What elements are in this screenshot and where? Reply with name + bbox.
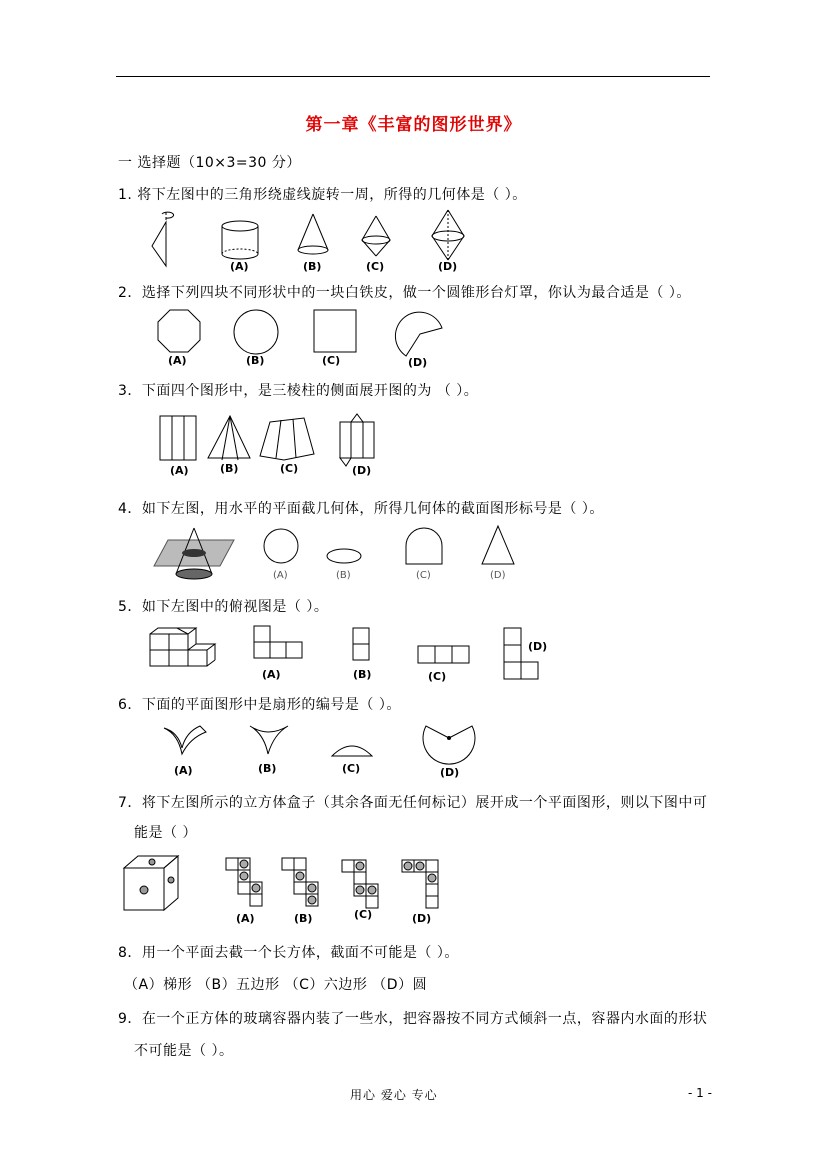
- q3-label-d: (D): [352, 464, 372, 477]
- q5-option-a: [254, 626, 302, 658]
- q7-figures: [122, 852, 452, 932]
- q3-label-c: (C): [280, 462, 299, 475]
- q3-label-b: (B): [220, 462, 239, 475]
- question-6: 6．下面的平面图形中是扇形的编号是（ ）。: [118, 697, 401, 713]
- q6-label-b: (B): [258, 762, 277, 775]
- q1-spindle: [432, 210, 464, 260]
- q7-cube-box: [124, 856, 178, 910]
- q2-label-d: (D): [408, 356, 428, 369]
- q6-svg: [160, 718, 490, 782]
- q5-label-c: (C): [428, 670, 447, 683]
- q4-plane-cone: [154, 528, 234, 579]
- question-2: 2．选择下列四块不同形状中的一块白铁皮，做一个圆锥形台灯罩，你认为最合适是（ ）。: [118, 285, 691, 301]
- q1-rotating-triangle: [152, 212, 174, 266]
- q4-ellipse: [327, 549, 361, 563]
- q4-label-b: (B): [336, 570, 351, 581]
- q7-net-b: [282, 858, 318, 906]
- q6-label-d: (D): [440, 766, 460, 779]
- q5-option-d: [504, 628, 538, 679]
- q4-triangle: [482, 526, 514, 564]
- q3-svg: [156, 414, 396, 478]
- q6-label-a: (A): [174, 764, 193, 777]
- q5-label-b: (B): [353, 668, 372, 681]
- q3-figures: [156, 414, 396, 482]
- q6-sector: [423, 726, 475, 764]
- q7-label-a: (A): [236, 912, 255, 925]
- question-3: 3．下面四个图形中，是三棱柱的侧面展开图的为 （ ）。: [118, 383, 479, 399]
- q4-label-a: (A): [273, 570, 288, 581]
- q2-figures: [156, 306, 456, 374]
- q2-svg: [156, 306, 456, 370]
- q6-shape-a: [164, 726, 206, 754]
- header-rule: [116, 76, 710, 77]
- q7-svg: [122, 852, 452, 928]
- q4-label-c: (C): [416, 570, 431, 581]
- q3-three-rectangles: [160, 416, 196, 460]
- q2-octagon: [158, 310, 200, 352]
- q5-label-d: (D): [528, 640, 548, 653]
- question-8-options: （A）梯形 （B）五边形 （C）六边形 （D）圆: [124, 977, 428, 993]
- q3-frustum-net: [260, 418, 314, 460]
- q2-square: [314, 310, 356, 352]
- q2-label-a: (A): [168, 354, 187, 367]
- q7-net-c: [342, 860, 378, 908]
- q5-figures: [148, 624, 558, 688]
- q4-svg: [154, 526, 524, 586]
- q2-label-b: (B): [246, 354, 265, 367]
- q1-label-b: (B): [303, 260, 322, 273]
- q1-label-d: (D): [438, 260, 458, 273]
- question-8: 8．用一个平面去截一个长方体，截面不可能是（ ）。: [118, 945, 459, 961]
- q6-label-c: (C): [342, 762, 361, 775]
- q2-label-c: (C): [322, 354, 341, 367]
- q5-option-b: [353, 628, 369, 660]
- q1-svg: [148, 208, 478, 274]
- question-9-cont: 不可能是（ ）。: [134, 1043, 234, 1059]
- q6-figures: [160, 718, 490, 786]
- q2-circle: [234, 310, 278, 354]
- q1-figures: [148, 208, 478, 278]
- footer-motto: 用心 爱心 专心: [350, 1088, 438, 1102]
- q7-label-d: (D): [412, 912, 432, 925]
- q7-net-a: [226, 858, 262, 906]
- q5-label-a: (A): [262, 668, 281, 681]
- q4-arch: [406, 528, 442, 564]
- q1-cone: [298, 214, 328, 254]
- q4-circle: [264, 529, 298, 563]
- question-7-cont: 能是（ ）: [134, 825, 197, 841]
- q3-fan-triangles: [208, 416, 250, 460]
- question-5: 5．如下左图中的俯视图是（ ）。: [118, 599, 329, 615]
- q1-label-a: (A): [230, 260, 249, 273]
- question-4: 4．如下左图，用水平的平面截几何体，所得几何体的截面图形标号是（ ）。: [118, 501, 604, 517]
- q6-shape-b: [250, 726, 288, 754]
- page-number: - 1 -: [688, 1086, 712, 1100]
- q6-segment: [332, 746, 372, 756]
- q1-label-c: (C): [366, 260, 385, 273]
- section-heading: 一 选择题（10×3=30 分）: [118, 155, 301, 171]
- q2-sector: [395, 312, 442, 356]
- q5-cube-stack: [150, 628, 215, 666]
- q4-figures: [154, 526, 524, 590]
- q4-label-d: (D): [490, 570, 506, 581]
- question-1: 1. 将下左图中的三角形绕虚线旋转一周，所得的几何体是（ ）。: [118, 187, 527, 203]
- q3-prism-net: [340, 414, 374, 466]
- page-title: 第一章《丰富的图形世界》: [305, 115, 522, 135]
- q7-label-b: (B): [294, 912, 313, 925]
- q1-double-cone: [362, 216, 390, 256]
- q5-option-c: [418, 646, 469, 663]
- q3-label-a: (A): [170, 464, 189, 477]
- question-9: 9．在一个正方体的玻璃容器内装了一些水，把容器按不同方式倾斜一点，容器内水面的形状: [118, 1011, 708, 1027]
- q1-cylinder: [222, 221, 258, 259]
- q5-svg: [148, 624, 558, 684]
- q7-net-d: [402, 860, 438, 908]
- q7-label-c: (C): [354, 908, 373, 921]
- question-7: 7．将下左图所示的立方体盒子（其余各面无任何标记）展开成一个平面图形，则以下图中可: [118, 795, 708, 811]
